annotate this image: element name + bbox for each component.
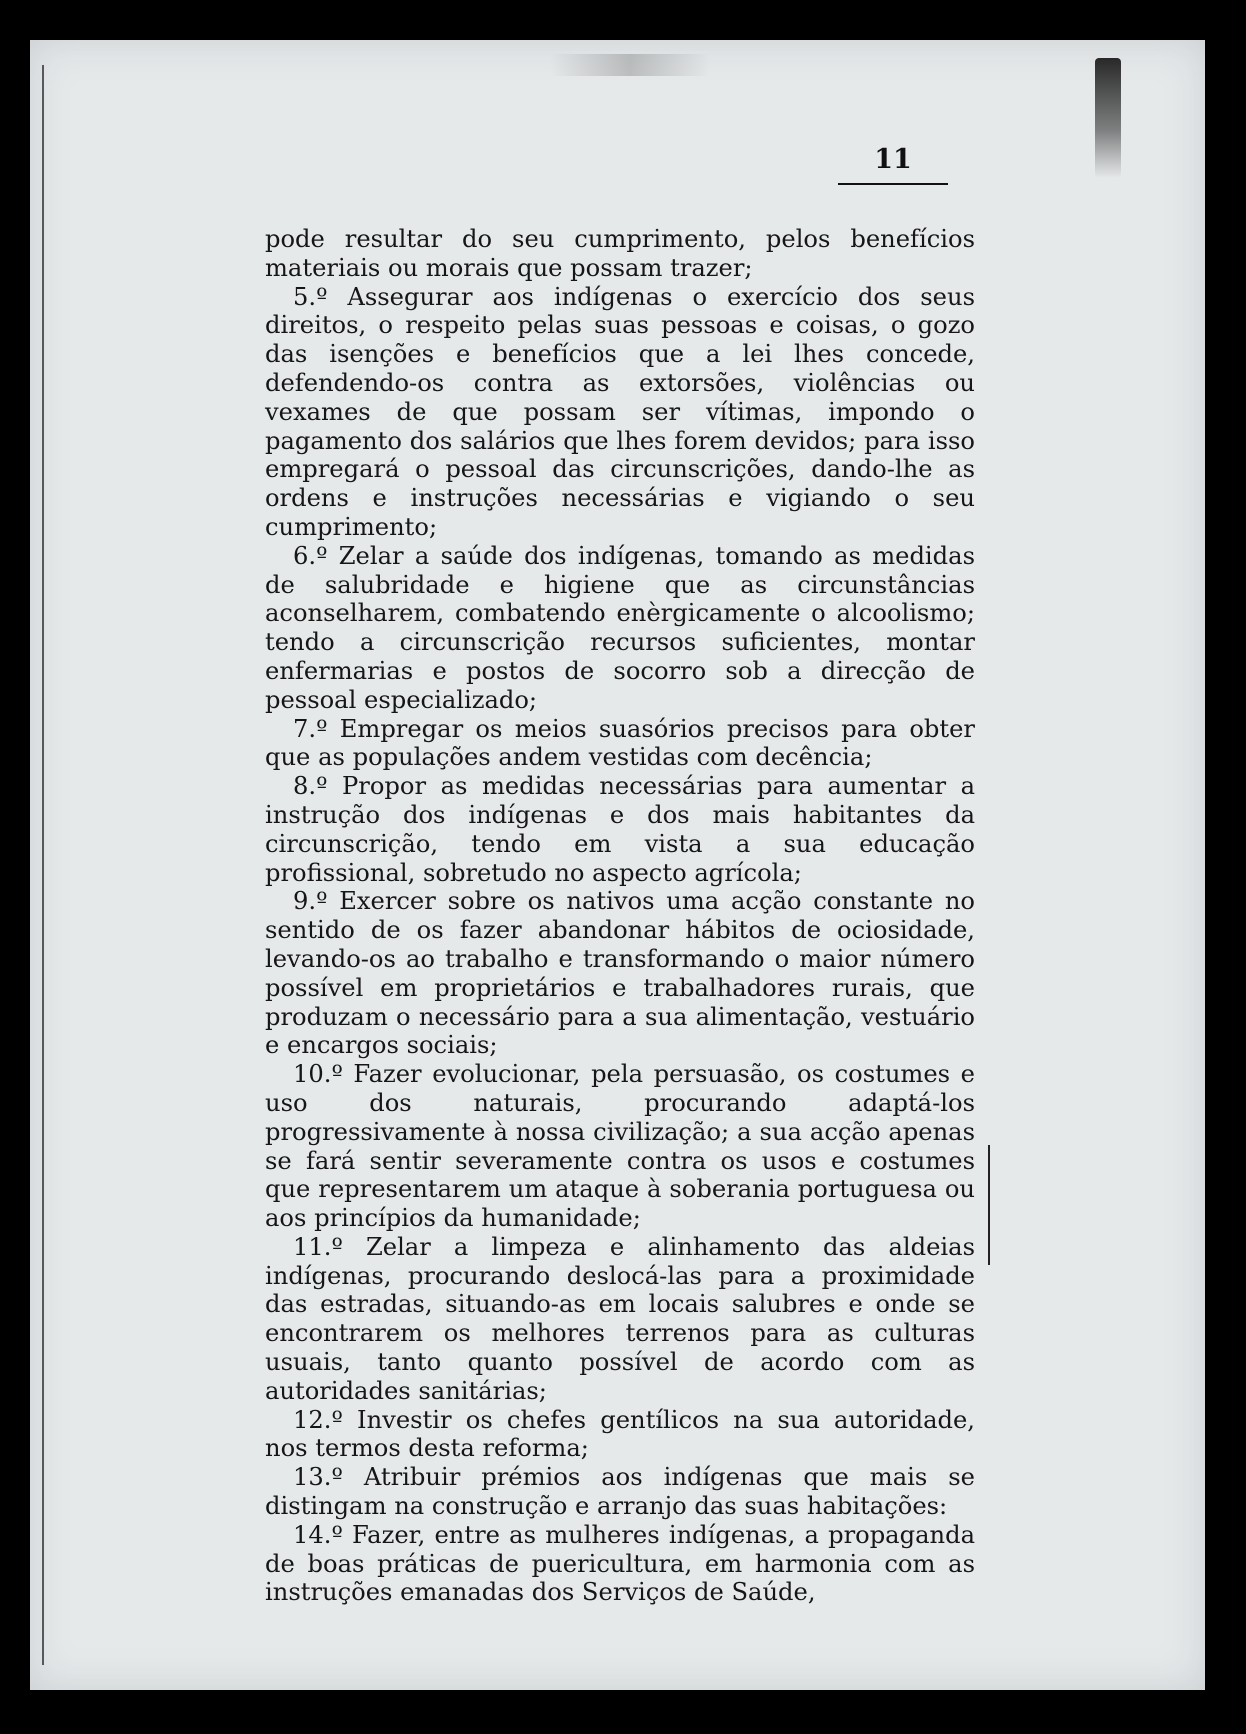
body-text	[265, 225, 975, 1607]
paragraph-item-6: 6.º Zelar a saúde dos indígenas, tomando as medidas de salubridade e higiene que as circunstâncias aconselharem, combatendo enèrgicamente o alcoolismo; tendo a circunscrição recursos suficientes, montar enfermarias e postos de socorro sob a direcção de pessoal especializado;	[265, 541, 975, 714]
paragraph-item-8: 8.º Propor as medidas necessárias para aumentar a instrução dos indígenas e dos mais habitantes da circunscrição, tendo em vista a sua educação profissional, sobretudo no aspecto agrícola;	[265, 772, 975, 887]
paragraph-item-10: 10.º Fazer evolucionar, pela persuasão, os costumes e uso dos naturais, procurando adaptá-los progressivamente à nossa civilização; a sua acção apenas se fará sentir severamente contra os usos e costumes que representarem um ataque à soberania portuguesa ou aos princípios da humanidade;	[265, 1060, 975, 1233]
left-margin-rule	[42, 65, 44, 1665]
document-page	[30, 40, 1205, 1690]
paragraph-item-9: 9.º Exercer sobre os nativos uma acção constante no sentido de os fazer abandonar hábitos de ociosidade, levando-os ao trabalho e transformando o maior número possível em proprietários e trabalhadores rurais, que produzam o necessário para a sua alimentação, vestuário e encargos sociais;	[265, 887, 975, 1060]
paragraph-item-14: 14.º Fazer, entre as mulheres indígenas, a propaganda de boas práticas de puericultura, em harmonia com as instruções emanadas dos Serviços de Saúde,	[265, 1520, 975, 1607]
ink-smudge	[550, 54, 710, 76]
paragraph-item-12: 12.º Investir os chefes gentílicos na sua autoridade, nos termos desta reforma;	[265, 1405, 975, 1463]
paragraph-item-11: 11.º Zelar a limpeza e alinhamento das aldeias indígenas, procurando deslocá-las para a proximidade das estradas, situando-as em locais salubres e onde se encontrarem os melhores terrenos para as culturas usuais, tanto quanto possível de acordo com as autoridades sanitárias;	[265, 1232, 975, 1405]
paragraph-item-5: 5.º Assegurar aos indígenas o exercício dos seus direitos, o respeito pelas suas pessoas e coisas, o gozo das isenções e benefícios que a lei lhes concede, defendendo-os contra as extorsões, violências ou vexames de que possam ser vítimas, impondo o pagamento dos salários que lhes forem devidos; para isso empregará o pessoal das circunscrições, dando-lhe as ordens e instruções necessárias e vigiando o seu cumprimento;	[265, 282, 975, 541]
margin-bracket	[980, 1145, 990, 1265]
paragraph-item-7: 7.º Empregar os meios suasórios precisos para obter que as populações andem vestidas com decência;	[265, 714, 975, 772]
page-number: 11	[838, 144, 948, 185]
paragraph-continuation: pode resultar do seu cumprimento, pelos benefícios materiais ou morais que possam trazer;	[265, 225, 975, 282]
paragraph-item-13: 13.º Atribuir prémios aos indígenas que mais se distingam na construção e arranjo das suas habitações:	[265, 1463, 975, 1521]
binding-mark	[1095, 58, 1121, 178]
